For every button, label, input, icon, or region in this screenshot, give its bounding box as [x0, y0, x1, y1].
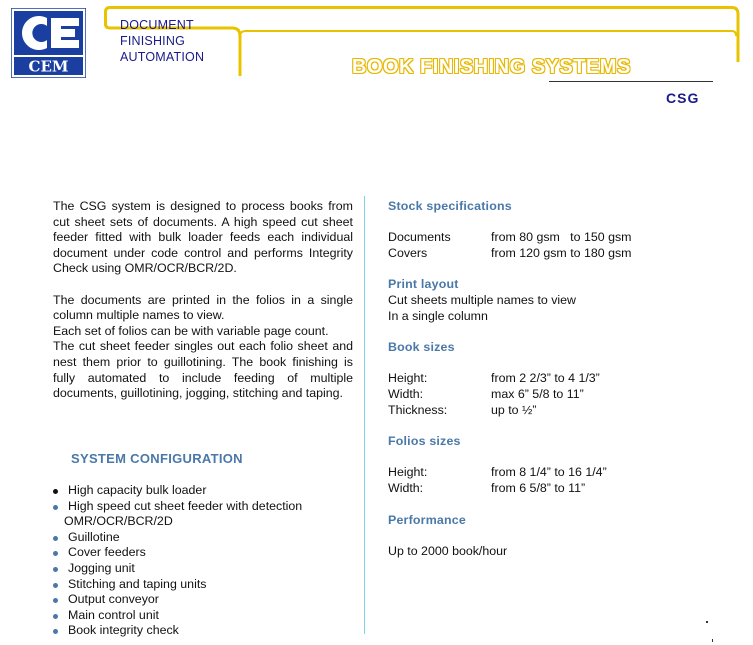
intro-paragraph: The CSG system is designed to process books from cut sheet sets of documents. A high speed cut sheet feeder fitted with bulk loader feeds each individual document under code control and performs Integrity Check using OMR/OCR/BCR/2D. [53, 199, 353, 276]
spec-row [388, 387, 728, 403]
logo-text: CEM [28, 57, 69, 76]
system-configuration-heading: SYSTEM CONFIGURATION [71, 451, 243, 466]
right-column [388, 199, 728, 559]
list-item: Stitching and taping units [53, 577, 353, 593]
stray-mark [712, 639, 713, 642]
spec-row [388, 246, 728, 262]
spec-value: from 2 2/3” to 4 1/3” [491, 371, 600, 386]
list-item: High capacity bulk loader [53, 483, 353, 499]
column-divider [364, 196, 365, 634]
spec-row [388, 403, 728, 419]
tagline-line-1: DOCUMENT [120, 18, 194, 32]
spec-value: from 6 5/8” to 11” [491, 480, 586, 495]
banner-title: BOOK FINISHING SYSTEMS [352, 56, 631, 78]
spec-label: Covers [388, 245, 428, 260]
spec-value: up to ½” [491, 402, 537, 417]
spec-label: Height: [388, 371, 428, 386]
tagline-line-2: FINISHING [120, 34, 185, 48]
spec-value: from 120 gsm to 180 gsm [491, 245, 632, 260]
banner-rule [549, 81, 713, 82]
spec-value: from 8 1/4” to 16 1/4” [491, 465, 607, 480]
list-item: Guillotine [53, 530, 353, 546]
spec-row [388, 230, 728, 246]
list-item: High speed cut sheet feeder with detection [53, 499, 353, 515]
performance-value: Up to 2000 book/hour [388, 543, 508, 558]
book-sizes-heading: Book sizes [388, 340, 455, 355]
list-item: Main control unit [53, 608, 353, 624]
spec-label: Width: [388, 386, 424, 401]
list-item: Output conveyor [53, 592, 353, 608]
spec-value: from 80 gsm to 150 gsm [491, 230, 632, 245]
list-item: Cover feeders [53, 545, 353, 561]
list-item: Book integrity check [53, 623, 353, 639]
spec-label: Height: [388, 465, 428, 480]
paragraph-3: The cut sheet feeder singles out each folio sheet and nest them prior to guillotining. The book finishing is fully automated to include feeding of multiple documents, guillotining, jogging, stitching and taping. [53, 339, 353, 401]
print-layout-line: In a single column [388, 308, 488, 323]
configuration-list [53, 483, 353, 639]
spec-label: Documents [388, 230, 451, 245]
print-layout-line: Cut sheets multiple names to view [388, 292, 577, 307]
left-column [53, 199, 353, 402]
stock-specifications-heading: Stock specifications [388, 199, 512, 213]
spec-row [388, 481, 728, 497]
folios-sizes-heading: Folios sizes [388, 434, 461, 449]
list-item: OMR/OCR/BCR/2D [64, 514, 173, 529]
cem-logo [11, 8, 86, 78]
print-layout-heading: Print layout [388, 277, 459, 292]
spec-label: Width: [388, 480, 424, 495]
list-item: Jogging unit [53, 561, 353, 577]
spec-row [388, 465, 728, 481]
performance-heading: Performance [388, 512, 466, 527]
spec-row [388, 371, 728, 387]
spec-value: max 6” 5/8 to 11” [491, 386, 584, 401]
spec-label: Thickness: [388, 402, 448, 417]
tagline [120, 17, 204, 65]
paragraph-1: The documents are printed in the folios in a single column multiple names to view. [53, 292, 353, 323]
tagline-line-3: AUTOMATION [120, 50, 205, 64]
product-code: CSG [666, 90, 700, 106]
paragraph-2: Each set of folios can be with variable page count. [53, 323, 329, 338]
stray-mark [706, 621, 708, 623]
